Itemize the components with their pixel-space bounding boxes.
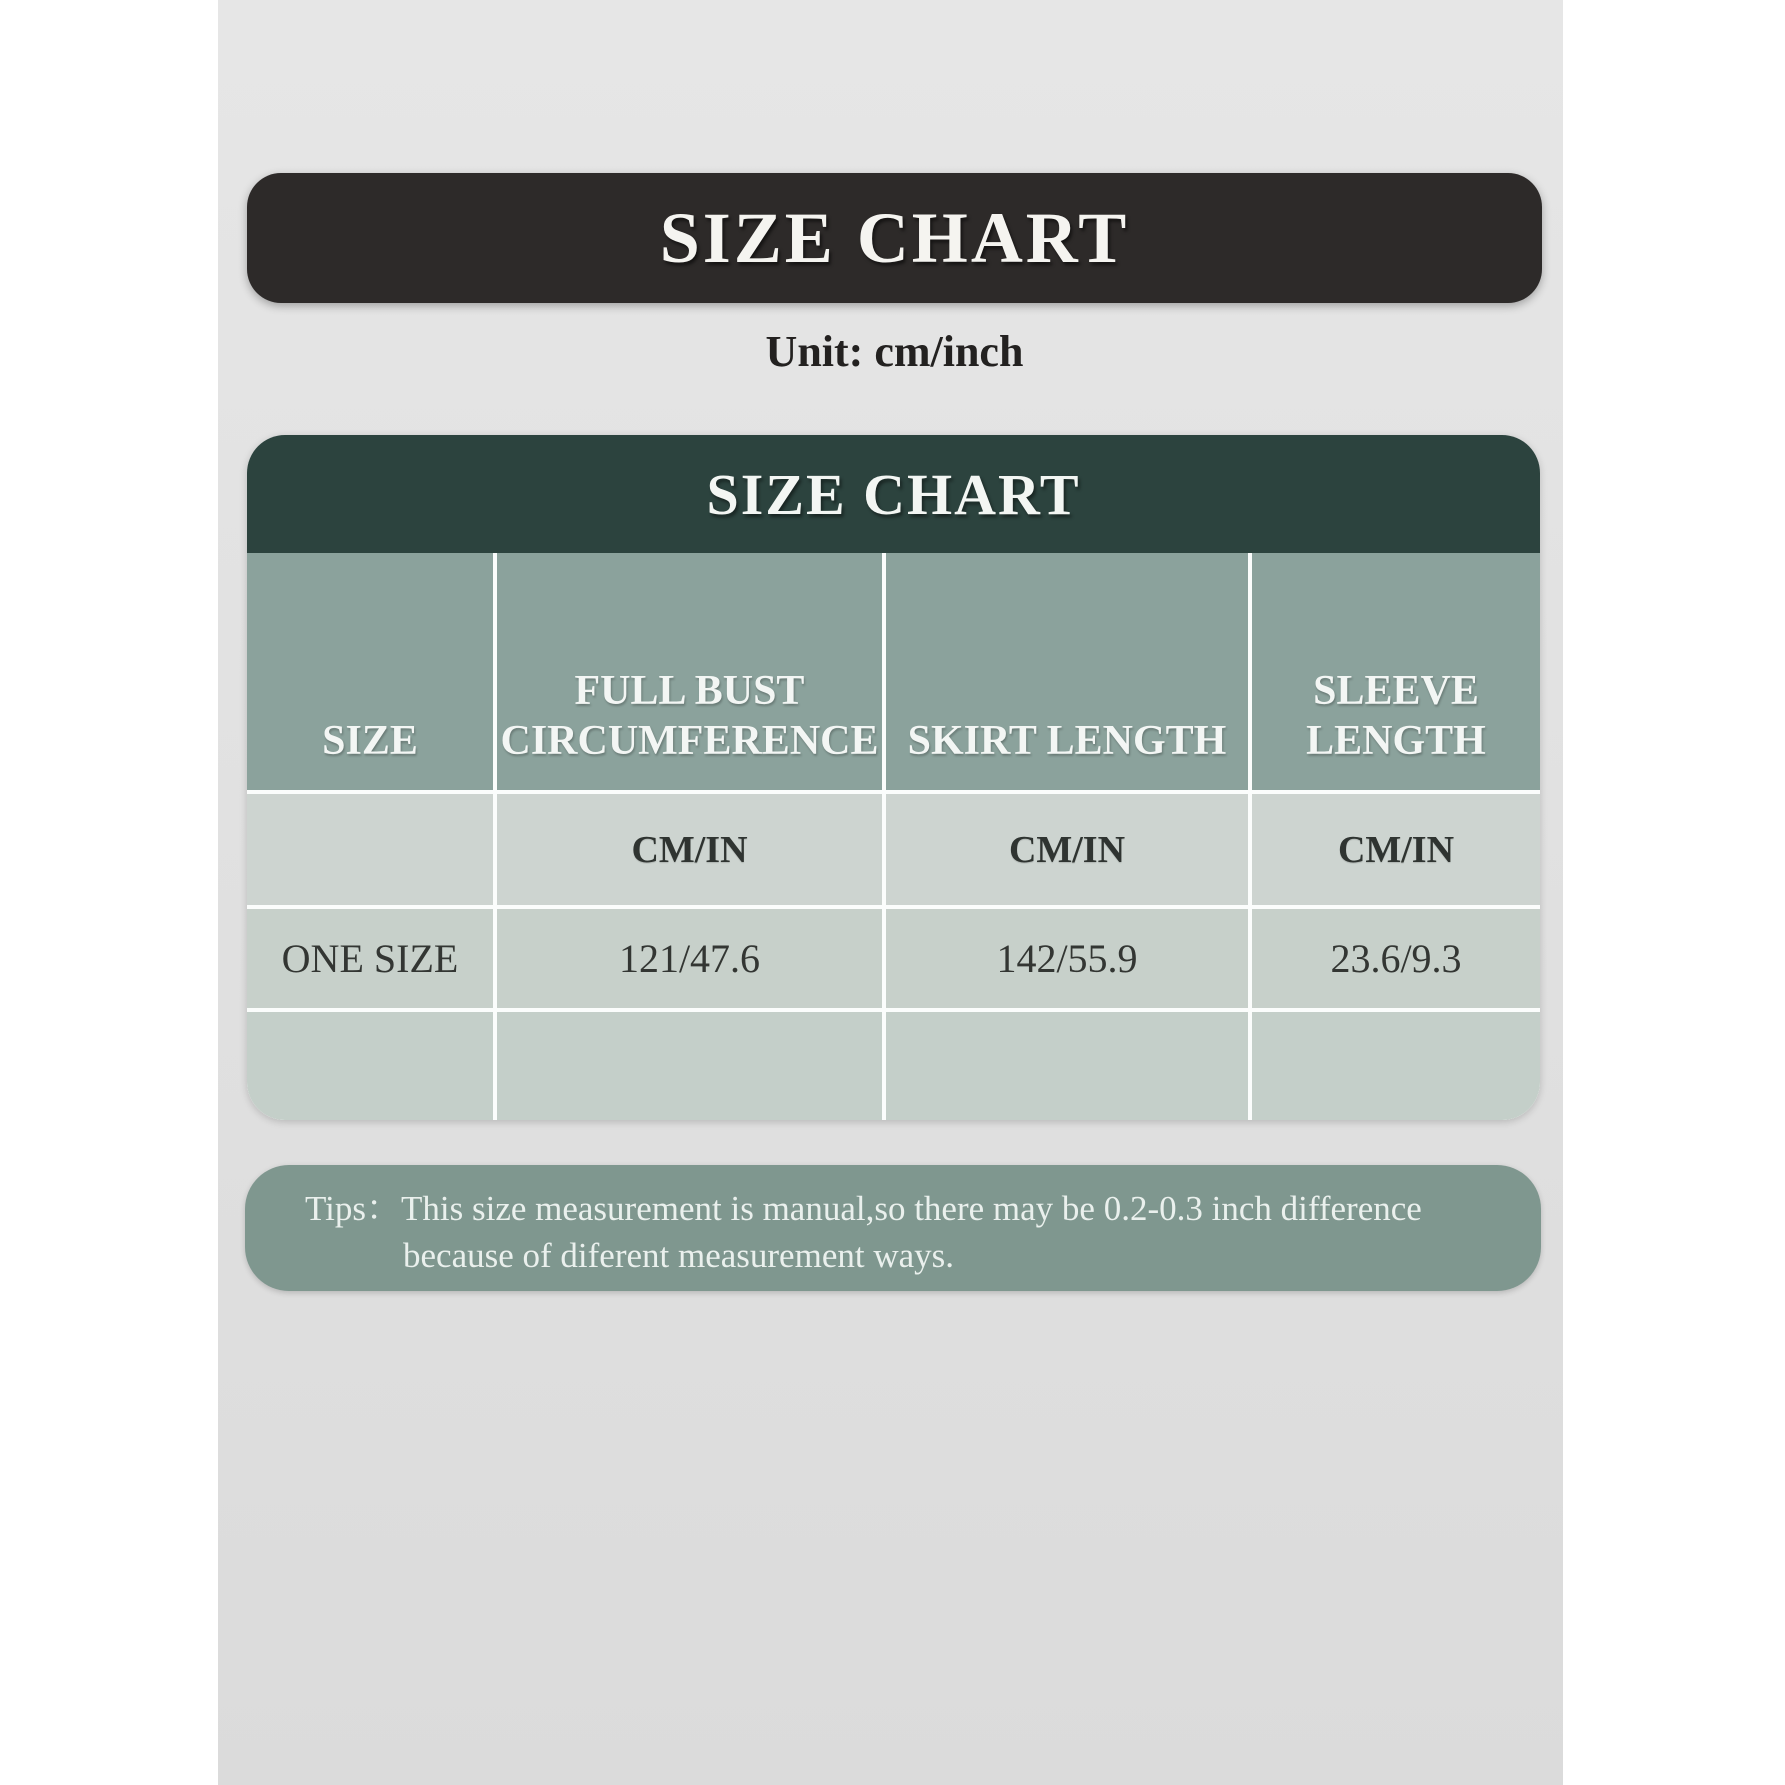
tips-line-2: because of diferent measurement ways.	[403, 1236, 955, 1275]
header-sleeve-line1: SLEEVE	[1313, 668, 1479, 714]
header-cell-full-bust-circumference	[497, 553, 882, 790]
unit-cell-size	[247, 794, 493, 905]
unit-skirt-label: CM/IN	[1008, 828, 1126, 871]
unit-sleeve-label: CM/IN	[1337, 828, 1455, 871]
header-skirt-line2: SKIRT LENGTH	[907, 718, 1227, 764]
value-sleeve: 23.6/9.3	[1330, 936, 1462, 981]
unit-cell-skirt	[886, 794, 1248, 905]
header-size-line2: SIZE	[322, 718, 418, 764]
tips-line-1: Tips：This size measurement is manual,so there may be 0.2-0.3 inch difference	[305, 1189, 1422, 1228]
header-bust-line1: FULL BUST	[574, 668, 805, 714]
empty-cell-size	[247, 1012, 493, 1120]
unit-label: Unit: cm/inch	[765, 326, 1024, 376]
data-cell-sleeve	[1252, 909, 1540, 1008]
size-table-grid	[247, 553, 1540, 1120]
header-cell-sleeve-length	[1252, 553, 1540, 790]
table-title: SIZE CHART	[706, 461, 1081, 527]
header-cell-size	[247, 553, 493, 790]
data-cell-bust	[497, 909, 882, 1008]
value-size: ONE SIZE	[281, 936, 459, 981]
size-table	[247, 435, 1540, 1120]
value-bust: 121/47.6	[618, 936, 761, 981]
header-cell-skirt-length	[886, 553, 1248, 790]
data-cell-size	[247, 909, 493, 1008]
value-skirt: 142/55.9	[996, 936, 1138, 981]
empty-cell-sleeve	[1252, 1012, 1540, 1120]
data-cell-skirt	[886, 909, 1248, 1008]
table-title-band	[247, 435, 1540, 553]
unit-bust-label: CM/IN	[631, 828, 748, 871]
tips-box	[245, 1165, 1541, 1291]
header-bust-line2: CIRCUMFERENCE	[500, 718, 879, 764]
unit-cell-bust	[497, 794, 882, 905]
banner-title: SIZE CHART	[659, 197, 1130, 278]
empty-cell-bust	[497, 1012, 882, 1120]
header-sleeve-line2: LENGTH	[1306, 718, 1486, 764]
size-chart-banner	[247, 173, 1542, 303]
empty-cell-skirt	[886, 1012, 1248, 1120]
unit-cell-sleeve	[1252, 794, 1540, 905]
